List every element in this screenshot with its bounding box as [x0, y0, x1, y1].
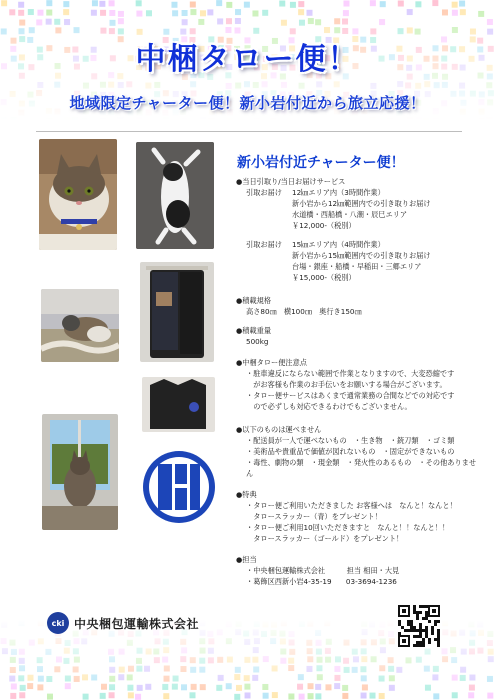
plan1-price: ￥12,000-（税別）: [292, 221, 356, 230]
qr-module: [425, 617, 428, 620]
details-block: [236, 176, 481, 587]
qr-module: [416, 635, 419, 638]
plan1-label: 引取お届け: [246, 188, 282, 197]
qr-module: [422, 641, 425, 644]
qr-module: [419, 641, 422, 644]
plan2-label: 引取お届け: [246, 240, 282, 249]
qr-module: [425, 635, 428, 638]
service-heading: ●当日引取り/当日お届けサービス: [236, 177, 346, 186]
box-suitcase-photo: [140, 262, 214, 362]
qr-module: [434, 623, 437, 626]
plan2-row: [236, 239, 481, 250]
qr-module: [422, 644, 425, 647]
notes-line: ・駐車違反にならない範囲で作業となりますので、大変恐縮です: [246, 369, 455, 378]
perks-heading: ●特典: [236, 490, 257, 499]
qr-module: [425, 632, 428, 635]
plan2-price: ￥15,000-（税別）: [292, 273, 356, 282]
qr-module: [419, 623, 422, 626]
qr-module: [398, 623, 401, 626]
qr-module: [401, 626, 404, 629]
qr-module: [437, 635, 440, 638]
qr-module: [437, 644, 440, 647]
qr-module: [431, 629, 434, 632]
plan2-places: 台場・銀座・船橋・早稲田・三郷エリア: [292, 262, 422, 271]
qr-module: [419, 629, 422, 632]
plan2-desc: 新小岩から15㎞範囲内での引き取りお届け: [292, 251, 431, 260]
qr-module: [413, 635, 416, 638]
plan2-area: 15㎞エリア内（4時間作業）: [292, 240, 385, 249]
qr-module: [407, 629, 410, 632]
qr-module: [413, 608, 416, 611]
page-title: 中梱タロー便！: [135, 42, 360, 77]
qr-module: [416, 614, 419, 617]
qr-module: [434, 638, 437, 641]
qr-module: [410, 623, 413, 626]
qr-module: [425, 605, 428, 608]
qr-module: [422, 605, 425, 608]
qr-module: [428, 620, 431, 623]
header-divider: [36, 131, 462, 132]
qr-module: [422, 638, 425, 641]
qr-module: [416, 644, 419, 647]
qr-module: [413, 629, 416, 632]
qr-module: [416, 617, 419, 620]
restrictions-line: ・配送員が一人で運べないもの ・生き物 ・銃刀類 ・ゴミ類: [246, 436, 455, 445]
restrictions-line: ・美術品や貴重品で価値が図れないもの ・固定ができないもの: [246, 447, 455, 456]
plan1-row: [236, 187, 481, 198]
qr-module: [422, 617, 425, 620]
notes-line: がお客様も作業のお手伝いをお願いする場合がございます。: [246, 380, 447, 389]
contact-address-line: ・葛飾区西新小岩4-35-19 03-3694-1236: [246, 577, 397, 586]
perks-line: タロースラッカー（青）をプレゼント！: [246, 512, 382, 521]
qr-module: [431, 632, 434, 635]
qr-module: [413, 611, 416, 614]
qr-module: [431, 626, 434, 629]
qr-module: [419, 635, 422, 638]
section-title: 新小岩付近チャーター便！: [237, 155, 405, 171]
qr-module: [419, 632, 422, 635]
qr-module: [398, 632, 401, 635]
restrictions-line: ・毒性、劇物の類 ・現金類 ・発火性のあるもの ・その他ありません: [246, 458, 477, 478]
notes-heading: ●中梱タロー便注意点: [236, 358, 307, 367]
company-mark-icon: cki: [47, 612, 69, 634]
qr-module: [413, 626, 416, 629]
weight-heading: ●積載重量: [236, 326, 272, 335]
notes-line: ・タロー便サービスはあくまで通常業務の合間などでの対応です: [246, 391, 455, 400]
perks-line: タロースラッカー（ゴールド）をプレゼント！: [246, 534, 404, 543]
qr-module: [422, 629, 425, 632]
qr-module: [437, 641, 440, 644]
qr-module: [416, 611, 419, 614]
plan1-places: 水道橋・西船橋・八潮・辰巳エリア: [292, 210, 408, 219]
qr-module: [416, 641, 419, 644]
sticker-logo-photo: [140, 444, 218, 530]
contact-heading: ●担当: [236, 555, 257, 564]
perks-line: ・タロー便ご利用いただきました お客様へは なんと！なんと！: [246, 501, 457, 510]
qr-module: [410, 620, 413, 623]
qr-module: [419, 644, 422, 647]
size-value: 高さ80㎝ 横100㎝ 奥行き150㎝: [246, 307, 362, 316]
qr-code-icon[interactable]: [398, 605, 440, 647]
plan1-desc: 新小岩から12㎞範囲内での引き取りお届け: [292, 199, 431, 208]
qr-module: [428, 638, 431, 641]
qr-module: [419, 611, 422, 614]
restrictions-heading: ●以下のものは運べません: [236, 425, 322, 434]
qr-module: [404, 629, 407, 632]
company-name: 中央梱包運輸株式会社: [74, 616, 200, 631]
qr-module: [434, 620, 437, 623]
cat-window-photo: [42, 414, 118, 530]
notes-line: ので必ずしも対応できるわけでもございません。: [246, 402, 412, 411]
qr-module: [437, 638, 440, 641]
cat-lying-photo: [136, 142, 214, 249]
qr-module: [407, 620, 410, 623]
qr-module: [425, 626, 428, 629]
qr-module: [416, 629, 419, 632]
qr-module: [419, 605, 422, 608]
perks-line: ・タロー便ご利用10回いただきますと なんと！！なんと！！: [246, 523, 450, 532]
qr-module: [413, 644, 416, 647]
weight-value: 500kg: [246, 337, 269, 346]
qr-module: [410, 626, 413, 629]
qr-module: [425, 611, 428, 614]
qr-module: [437, 629, 440, 632]
qr-module: [410, 629, 413, 632]
cat-portrait-photo: [39, 139, 117, 250]
plan1-area: 12㎞エリア内（3時間作業）: [292, 188, 385, 197]
contact-company-line: ・中央梱包運輸株式会社 担当 相田・大見: [246, 566, 400, 575]
qr-module: [425, 614, 428, 617]
cats-on-chair-photo: [41, 289, 119, 362]
qr-module: [428, 641, 431, 644]
qr-module: [437, 620, 440, 623]
size-heading: ●積載規格: [236, 296, 272, 305]
page-subtitle: 地域限定チャーター便！新小岩付近から旅立応援！: [69, 94, 426, 112]
black-tshirt-photo: [142, 377, 215, 432]
qr-module: [425, 629, 428, 632]
qr-module: [413, 605, 416, 608]
company-logo: [47, 612, 199, 634]
qr-module: [419, 626, 422, 629]
qr-module: [437, 632, 440, 635]
qr-module: [407, 623, 410, 626]
qr-module: [398, 620, 401, 623]
